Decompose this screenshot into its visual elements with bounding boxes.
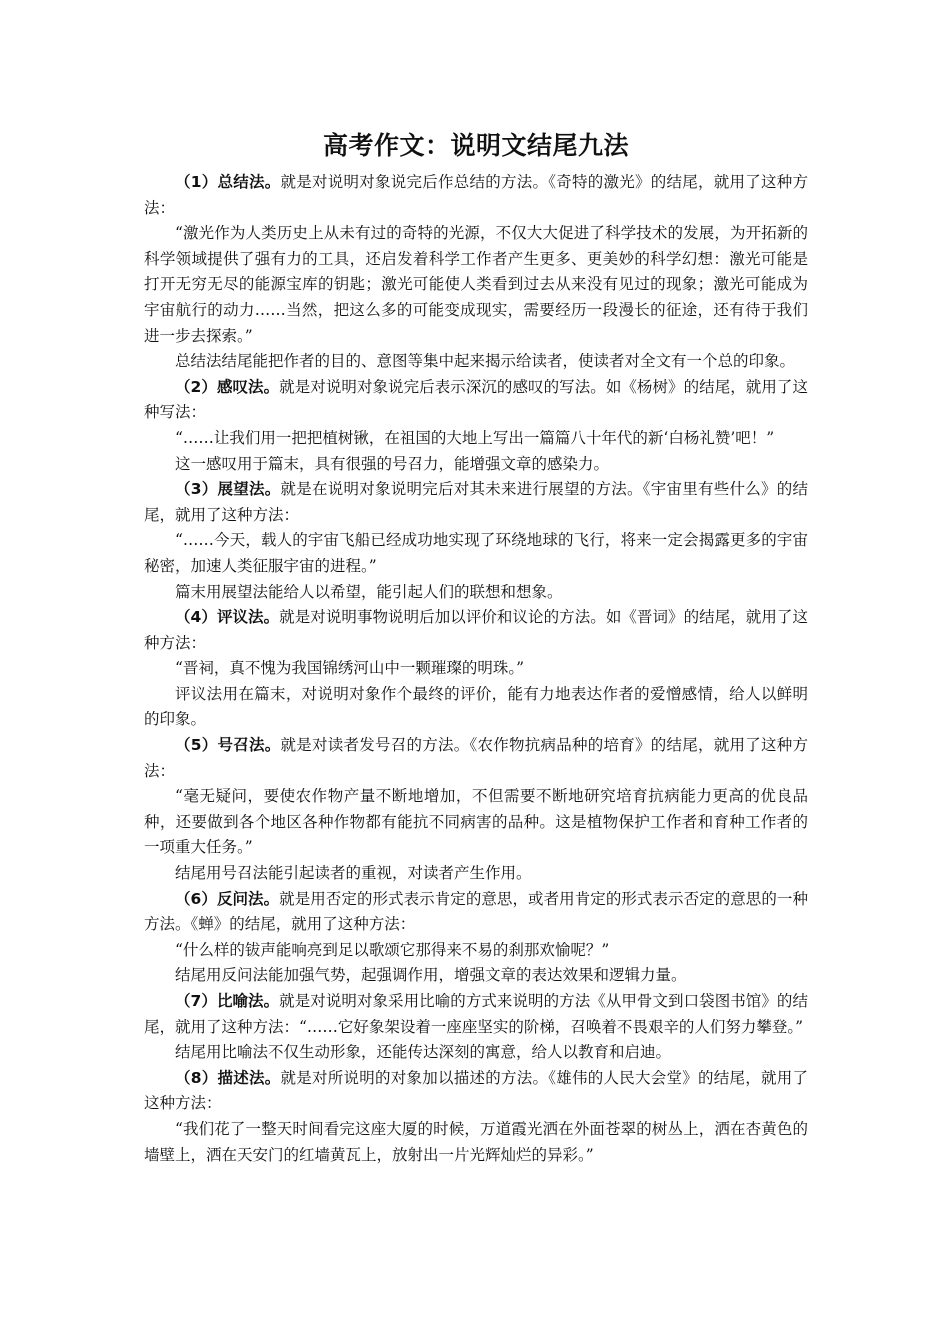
- document-page: [144, 128, 808, 1168]
- section-5-label: 号召法。: [217, 736, 281, 755]
- section-1-comment: 总结法结尾能把作者的目的、意图等集中起来揭示给读者，使读者对全文有一个总的印象。: [175, 352, 796, 371]
- section-1-intro-text: 就是对说明对象说完后作总结的方法。《奇特的激光》的结尾，就用了这种方法：: [144, 173, 808, 217]
- section-6-comment: 结尾用反问法能加强气势，起强调作用，增强文章的表达效果和逻辑力量。: [175, 966, 687, 985]
- section-7-intro: [144, 989, 808, 1040]
- section-5-comment: 结尾用号召法能引起读者的重视，对读者产生作用。: [175, 864, 532, 883]
- section-3-intro: [144, 477, 808, 528]
- section-2-intro-text: 就是对说明对象说完后表示深沉的感叹的写法。如《杨树》的结尾，就用了这种写法：: [144, 377, 808, 422]
- section-2-comment: 这一感叹用于篇末，具有很强的号召力，能增强文章的感染力。: [175, 454, 610, 473]
- section-1-label: 总结法。: [217, 173, 281, 191]
- section-7-comment: 结尾用比喻法不仅生动形象，还能传达深刻的寓意，给人以教育和启迪。: [175, 1043, 672, 1062]
- section-7-intro-text: 就是对说明对象采用比喻的方式来说明的方法《从甲骨文到口袋图书馆》的结尾，就用了这种方法：“……它好象架设着一座座坚实的阶梯，召唤着不畏艰辛的人们努力攀登。”: [144, 992, 808, 1036]
- section-3-comment: 篇末用展望法能给人以希望，能引起人们的联想和想象。: [175, 582, 563, 601]
- section-6-quote: “什么样的钹声能响亮到足以歌颂它那得来不易的刹那欢愉呢？”: [175, 940, 610, 959]
- document-title: 高考作文：说明文结尾九法: [322, 131, 629, 160]
- section-1-intro: [144, 170, 808, 221]
- section-4-intro-text: 就是对说明事物说明后加以评价和议论的方法。如《晋词》的结尾，就用了这种方法：: [144, 608, 808, 652]
- section-2-number: （2）: [175, 377, 217, 396]
- section-3-number: （3）: [175, 480, 218, 499]
- section-3-label: 展望法。: [217, 480, 281, 499]
- section-8-intro-text: 就是对所说明的对象加以描述的方法。《雄伟的人民大会堂》的结尾，就用了这种方法：: [144, 1068, 808, 1113]
- section-6-intro: [144, 887, 808, 938]
- section-7-label: 比喻法。: [216, 992, 280, 1010]
- section-4-intro: [144, 605, 808, 656]
- section-2-intro: [144, 375, 808, 426]
- section-5-quote: “毫无疑问，要使农作物产量不断地增加，不但需要不断地研究培育抗病能力更高的优良品种，还要做到各个地区各种作物都有能抗不同病害的品种。这是植物保护工作者和育种工作者的一项重大任务。”: [144, 787, 808, 857]
- section-5-intro: [144, 733, 808, 784]
- section-1-quote: “激光作为人类历史上从未有过的奇特的光源，不仅大大促进了科学技术的发展，为开拓新的科学领域提供了强有力的工具，还启发着科学工作者产生更多、更美妙的科学幻想：激光可能是打开无穷无尽的能源宝库的钥匙；激光可能使人类看到过去从来没有见过的现象；激光可能成为宇宙航行的动力……当然，把这么多的可能变成现实，需要经历一段漫长的征途，还有待于我们进一步去探索。”: [144, 224, 808, 345]
- section-4-label: 评议法。: [216, 608, 280, 627]
- section-6-number: （6）: [175, 889, 217, 908]
- section-2-quote: “……让我们用一把把植树锹，在祖国的大地上写出一篇篇八十年代的新‘白杨礼赞’吧！”: [175, 428, 775, 447]
- section-5-intro-text: 就是对读者发号召的方法。《农作物抗病品种的培育》的结尾，就用了这种方法：: [144, 736, 808, 780]
- section-6-intro-text: 就是用否定的形式表示肯定的意思，或者用肯定的形式表示否定的意思的一种方法。《蝉》的结尾，就用了这种方法：: [144, 889, 808, 934]
- section-7-number: （7）: [175, 992, 217, 1010]
- section-8-quote: “我们花了一整天时间看完这座大厦的时候，万道霞光洒在外面苍翠的树丛上，洒在杏黄色的墙壁上，洒在天安门的红墙黄瓦上，放射出一片光辉灿烂的异彩。”: [144, 1119, 808, 1164]
- section-8-label: 描述法。: [217, 1068, 281, 1087]
- section-3-intro-text: 就是在说明对象说明完后对其未来进行展望的方法。《宇宙里有些什么》的结尾，就用了这种方法：: [144, 480, 808, 524]
- section-5-number: （5）: [175, 736, 218, 755]
- section-2-label: 感叹法。: [216, 377, 280, 396]
- section-4-quote: “晋祠，真不愧为我国锦绣河山中一颗璀璨的明珠。”: [175, 659, 525, 678]
- section-8-intro: [144, 1066, 808, 1117]
- section-3-quote: “……今天，载人的宇宙飞船已经成功地实现了环绕地球的飞行，将来一定会揭露更多的宇宙秘密，加速人类征服宇宙的进程。”: [144, 531, 808, 575]
- section-6-label: 反问法。: [216, 889, 280, 908]
- section-8-number: （8）: [175, 1068, 218, 1087]
- section-4-comment: 评议法用在篇末，对说明对象作个最终的评价，能有力地表达作者的爱憎感情，给人以鲜明的印象。: [144, 684, 808, 729]
- section-4-number: （4）: [175, 608, 217, 627]
- section-1-number: （1）: [175, 173, 218, 191]
